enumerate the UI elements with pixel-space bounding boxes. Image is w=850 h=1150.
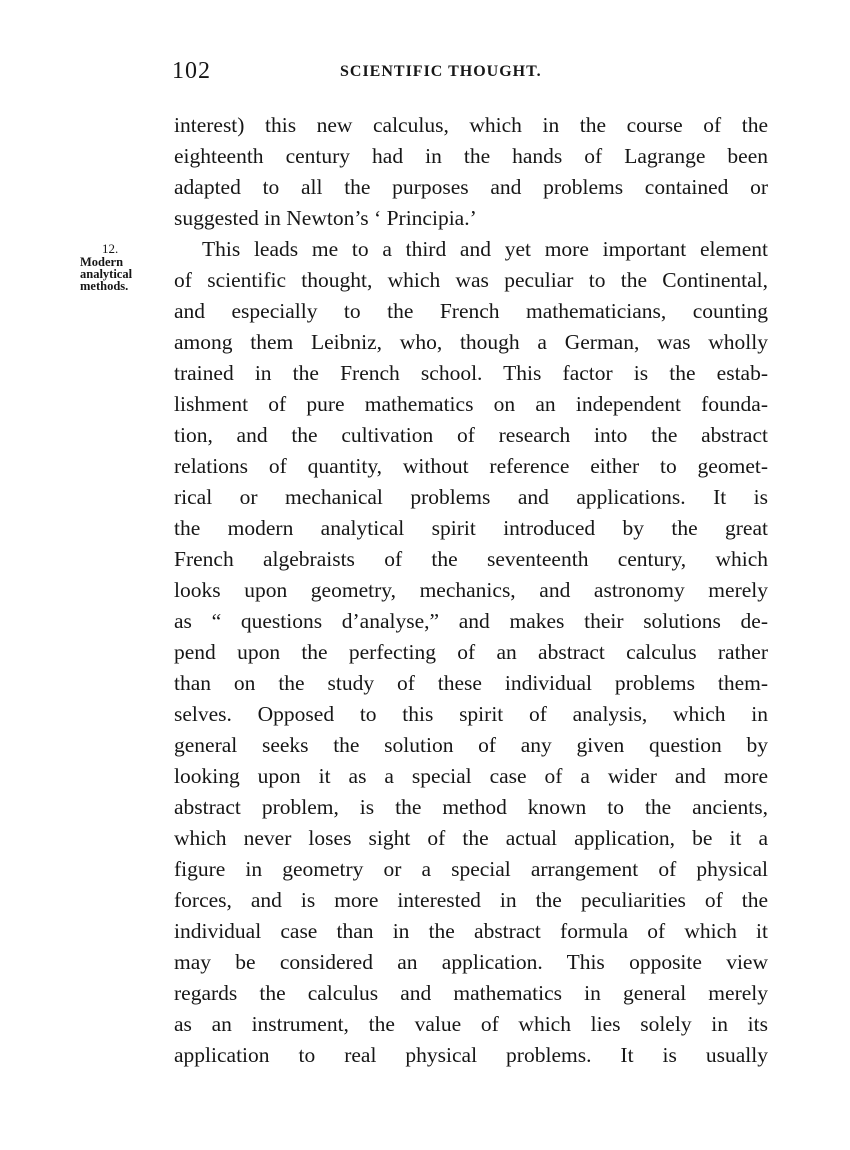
running-header xyxy=(172,58,768,88)
running-title: SCIENTIFIC THOUGHT. xyxy=(340,63,542,80)
text-line: general seeks the solution of any given question by xyxy=(174,733,768,757)
text-line: as an instrument, the value of which lies solely in its xyxy=(174,1012,768,1036)
text-line: may be considered an application. This opposite view xyxy=(174,950,768,974)
body-text xyxy=(174,110,768,1071)
margin-note-line: analytical xyxy=(80,267,133,281)
text-line: than on the study of these individual problems them- xyxy=(174,671,768,695)
text-line: among them Leibniz, who, though a German, was wholly xyxy=(174,330,768,354)
text-line: suggested in Newton’s ‘ Principia.’ xyxy=(174,206,477,230)
text-line: abstract problem, is the method known to the ancients, xyxy=(174,795,768,819)
text-line: eighteenth century had in the hands of Lagrange been xyxy=(174,144,768,168)
margin-note xyxy=(80,242,160,292)
text-line: and especially to the French mathematicians, counting xyxy=(174,299,768,323)
text-line: trained in the French school. This factor is the estab- xyxy=(174,361,768,385)
text-line: application to real physical problems. It is usually xyxy=(174,1043,768,1067)
page-number: 102 xyxy=(172,58,211,84)
text-line: selves. Opposed to this spirit of analysis, which in xyxy=(174,702,768,726)
text-line: adapted to all the purposes and problems contained or xyxy=(174,175,768,199)
text-line: which never loses sight of the actual application, be it a xyxy=(174,826,768,850)
text-line: individual case than in the abstract formula of which it xyxy=(174,919,768,943)
text-line: relations of quantity, without reference either to geomet- xyxy=(174,454,768,478)
text-line: figure in geometry or a special arrangement of physical xyxy=(174,857,768,881)
text-line: regards the calculus and mathematics in general merely xyxy=(174,981,768,1005)
text-line: pend upon the perfecting of an abstract calculus rather xyxy=(174,640,768,664)
text-line: tion, and the cultivation of research into the abstract xyxy=(174,423,768,447)
margin-note-line: methods. xyxy=(80,279,129,293)
text-line: forces, and is more interested in the peculiarities of the xyxy=(174,888,768,912)
text-line: of scientific thought, which was peculiar to the Continental, xyxy=(174,268,768,292)
text-line: interest) this new calculus, which in the course of the xyxy=(174,113,768,137)
paragraph-start-line: This leads me to a third and yet more important element xyxy=(202,237,768,261)
text-line: lishment of pure mathematics on an independent founda- xyxy=(174,392,768,416)
text-line: looks upon geometry, mechanics, and astronomy merely xyxy=(174,578,768,602)
text-line: the modern analytical spirit introduced by the great xyxy=(174,516,768,540)
text-line: looking upon it as a special case of a wider and more xyxy=(174,764,768,788)
text-line: rical or mechanical problems and applications. It is xyxy=(174,485,768,509)
text-line: French algebraists of the seventeenth century, which xyxy=(174,547,768,571)
text-line: as “ questions d’analyse,” and makes their solutions de- xyxy=(174,609,768,633)
margin-note-line: Modern xyxy=(80,255,124,269)
margin-section-number: 12. xyxy=(102,241,119,256)
